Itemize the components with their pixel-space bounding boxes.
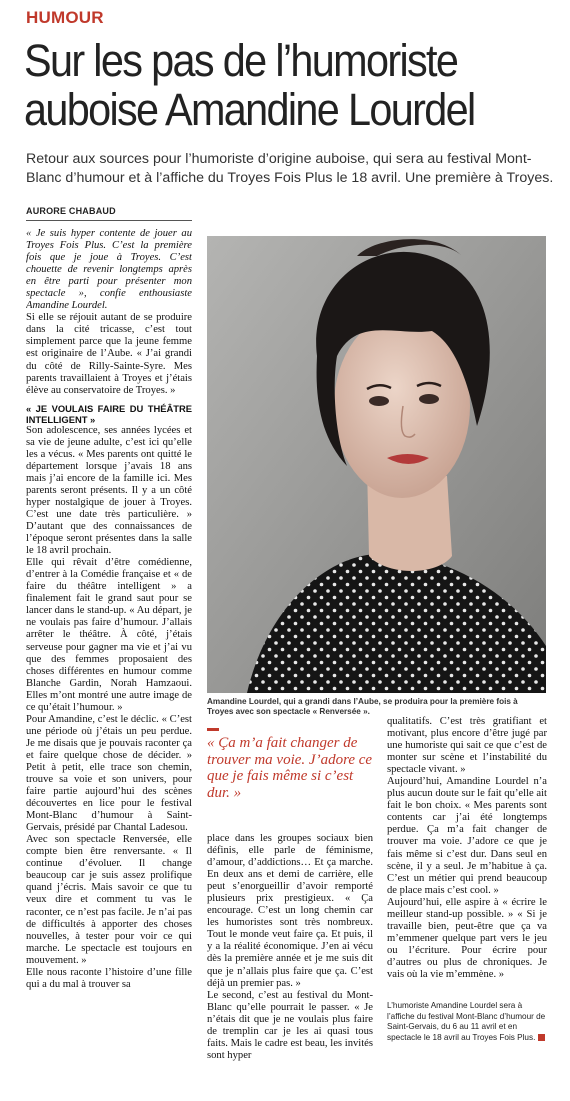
portrait-photo (207, 236, 546, 693)
paragraph: qualitatifs. C’est très gratifiant et motivant, plus encore d’être jugé par une humoriste qui sait ce que c’est de monter sur scène et l’instabilité du spectacle vivant. » (387, 716, 547, 776)
paragraph: « Je suis hyper contente de jouer au Troyes Fois Plus. C’est la première fois que je joue à Troyes. C’est chouette de revenir longtemps après en être parti pour présenter mon spectacle », confie enthousiaste Amandine Lourdel. (26, 228, 192, 312)
byline: AURORE CHABAUD (26, 206, 116, 216)
paragraph: Avec son spectacle Renversée, elle compte bien être renversante. « Il continue d’évoluer. Il change beaucoup car je suis assez prolifique quand j’écris. Mais savoir ce que tu veux dire et comment tu vas le raconter, ce n’est pas facile. Je n’ai pas de difficultés à apporter des choses nouvelles, à tester pour voir ce qui marche. Le spectacle est toujours en mouvement. » (26, 834, 192, 966)
quote-accent-bar (207, 728, 219, 731)
paragraph: Le second, c’est au festival du Mont-Blanc qu’elle pourrait le passer. « Je n’étais dit que je ne voulais plus faire de tremplin car je les ai quasi tous faits. Mais le cadre est beau, les invités sont hyper (207, 989, 373, 1061)
article-headline (24, 36, 512, 134)
end-mark-icon (538, 1034, 545, 1041)
paragraph: Si elle se réjouit autant de se produire dans la cité tricasse, c’est tout simplement parce que la jeune femme est originaire de l’Aube. « J’ai grandi du côté de Rilly-Sainte-Syre. Mes parents travaillaient à Troyes et j’étais élève au conservatoire de Troyes. » (26, 312, 192, 396)
paragraph: Elle nous raconte l’histoire d’une fille qui a du mal à trouver sa (26, 966, 192, 990)
pull-quote: « Ça m’a fait changer de trouver ma voie. J’adore ce que je fais même si c’est dur. » (207, 735, 373, 801)
event-info-text: L’humoriste Amandine Lourdel sera à l’affiche du festival Mont-Blanc d’humour de Saint-Gervais, du 6 au 11 avril et en spectacle le 18 avril au Troyes Fois Plus. (387, 1001, 546, 1042)
event-info-box (387, 1001, 547, 1043)
text-column-1 (26, 228, 192, 1090)
text-column-3 (387, 716, 547, 978)
section-rubric: HUMOUR (26, 8, 104, 27)
photo-caption: Amandine Lourdel, qui a grandi dans l’Aube, se produira pour la première fois à Troyes avec son spectacle « Renversée ». (207, 697, 518, 717)
headline-line-2: auboise Amandine Lourdel (24, 84, 475, 135)
paragraph: Pour Amandine, c’est le déclic. « C’est une période où j’étais un peu perdue. Je me disais que je pouvais raconter ça et faire quelque chose de décider. » Petit à petit, elle trace son chemin, trouve sa voie et son univers, pour faire partie aujourd’hui des scènes découvertes en lice pour le festival Mont-Blanc d’humour à Saint-Gervais, présidé par Chantal Ladesou. (26, 713, 192, 834)
paragraph: place dans les groupes sociaux bien définis, elle parle de féminisme, d’amour, d’addictions… Et ça marche. En deux ans et demi de carrière, elle peut s’enorgueillir d’avoir remporté plusieurs prix prestigieux. « Ça encourage. C’est un long chemin car les humoristes sont très nombreux. Tout le monde veut faire ça. Et puis, il y a la réalité économique. J’en ai vécu dès la première année et je me suis dit que je n’allais plus faire que ça. C’est déjà un premier pas. » (207, 833, 373, 989)
portrait-illustration (207, 236, 546, 693)
paragraph: Son adolescence, ses années lycées et sa vie de jeune adulte, c’est ici qu’elle les a vécus. « Mes parents ont quitté le département lorsque j’avais 18 ans mais j’ai encore de la famille ici. Mes parents seront présents. Il y a un côté hyper nostalgique de jouer à Troyes. C’est une date très particulière. » D’autant que des connaissances de l’époque seront présentes dans la salle le 18 avril prochain. (26, 424, 192, 557)
subheading: « JE VOULAIS FAIRE DU THÉÂTRE INTELLIGENT » (26, 402, 192, 425)
paragraph: Aujourd’hui, Amandine Lourdel n’a plus aucun doute sur le fait qu’elle ait fait le bon choix. « Mes parents sont contents car j’ai été longtemps perdue. Ça m’a fait changer de trouver ma voie. J’adore ce que je fais même si c’est dur. Dans seul en scène, il y a seul. Je m’habitue à ça. C’est un métier qui prend beaucoup de place mais c’est cool. » (387, 776, 547, 896)
article-lead: Retour aux sources pour l’humoriste d’origine auboise, qui sera au festival Mont-Blanc d’humour et à l’affiche du Troyes Fois Plus le 18 avril. Une première à Troyes. (26, 151, 554, 186)
paragraph: Elle qui rêvait d’être comédienne, d’entrer à la Comédie française et « de faire du théâtre intelligent » a finalement fait le grand saut pour se lancer dans le stand-up. « Au départ, je ne voulais pas faire d’humour. J’allais arrêter le théâtre. À côté, j’étais serveuse pour gagner ma vie et j’ai vu que des femmes proposaient des choses différentes en humour comme Blanche Gardin, Norah Hamzaoui. Elles m’ont montré une autre image de ce qu’était l’humour. » (26, 557, 192, 713)
byline-divider (26, 220, 192, 221)
text-column-2 (207, 833, 373, 1093)
paragraph: Aujourd’hui, elle aspire à « écrire le meilleur stand-up possible. » « Si je travaille bien, peut-être que ça va m’emmener quelque part vers le jeu ou l’écriture. Pour écrire pour d’autres ou plus de chroniques. Je vais où la vie m’emmène. » (387, 896, 547, 978)
headline-line-1: Sur les pas de l’humoriste (24, 35, 458, 86)
